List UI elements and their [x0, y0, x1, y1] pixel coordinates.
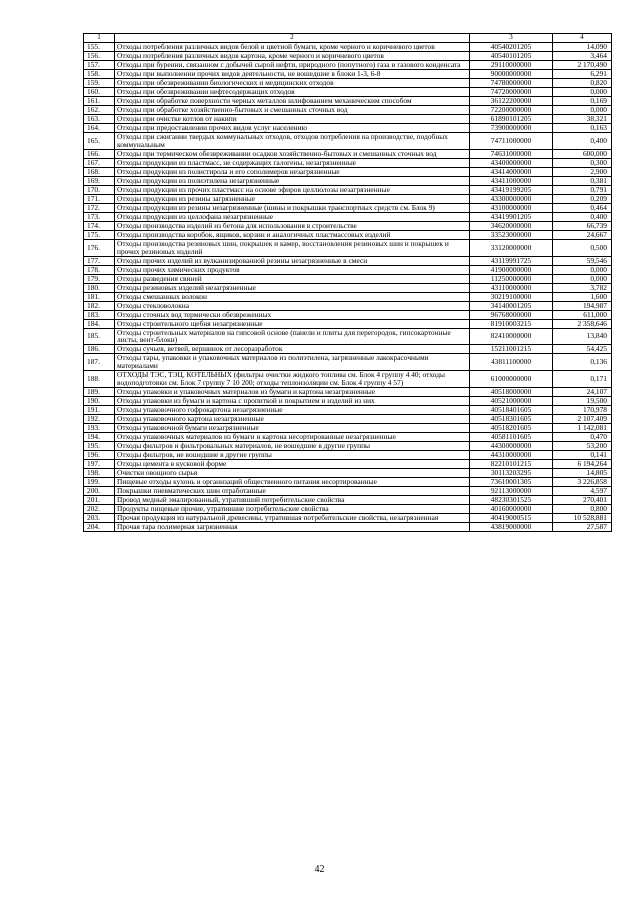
table-row: [84, 158, 612, 167]
row-amount: 4,597: [553, 487, 612, 496]
row-number: 173.: [84, 212, 115, 221]
row-description: Отходы при обезвреживании биологических и медицинских отходов: [115, 78, 470, 87]
row-amount: 59,546: [553, 256, 612, 265]
table-row: [84, 167, 612, 176]
row-amount: 2,900: [553, 167, 612, 176]
row-description: Прочая продукция из натуральной древесины, утратившая потребительские свойства, незагрязненная: [115, 514, 470, 523]
table-row: [84, 194, 612, 203]
row-code: 15211001215: [470, 345, 553, 354]
row-code: 40521000000: [470, 397, 553, 406]
row-amount: 6 194,264: [553, 460, 612, 469]
row-amount: 53,200: [553, 442, 612, 451]
row-description: Отходы при выполнении прочих видов деятельности, не вошедшие в блоки 1-3, 6-8: [115, 69, 470, 78]
row-number: 157.: [84, 60, 115, 69]
row-description: Отходы строительного щебня незагрязненные: [115, 319, 470, 328]
row-amount: 0,820: [553, 78, 612, 87]
table-row: [84, 310, 612, 319]
row-description: Отходы упаковочного картона незагрязненные: [115, 415, 470, 424]
row-description: Отходы продукции из резины загрязненные: [115, 194, 470, 203]
row-description: Прочая тара полимерная загрязненная: [115, 523, 470, 532]
table-row: [84, 239, 612, 256]
row-description: Отходы сточных вод термически обезвреженных: [115, 310, 470, 319]
row-description: Отходы при предоставлении прочих видов услуг населению: [115, 123, 470, 132]
row-amount: 1,600: [553, 292, 612, 301]
row-code: 48230301525: [470, 496, 553, 505]
row-description: Отходы упаковочного гофрокартона незагрязненные: [115, 406, 470, 415]
row-description: Отходы производства изделий из бетона для использования в строительстве: [115, 221, 470, 230]
row-description: Отходы смешанных волокон: [115, 292, 470, 301]
row-amount: 0,000: [553, 105, 612, 114]
row-code: 40419000515: [470, 514, 553, 523]
row-amount: 13,840: [553, 328, 612, 345]
row-amount: 0,171: [553, 371, 612, 388]
row-code: 33120000000: [470, 239, 553, 256]
row-amount: 0,470: [553, 433, 612, 442]
row-code: 40160000000: [470, 505, 553, 514]
row-amount: 2 170,490: [553, 60, 612, 69]
row-code: 73610001305: [470, 478, 553, 487]
header-col-amount: 4: [553, 34, 612, 43]
row-description: Пищевые отходы кухонь и организаций общественного питания несортированные: [115, 478, 470, 487]
row-number: 158.: [84, 69, 115, 78]
table-row: [84, 371, 612, 388]
row-amount: 0,000: [553, 265, 612, 274]
row-description: Отходы упаковочной бумаги незагрязненные: [115, 424, 470, 433]
row-amount: 0,300: [553, 158, 612, 167]
row-number: 167.: [84, 158, 115, 167]
row-number: 181.: [84, 292, 115, 301]
row-description: Отходы резиновых изделий незагрязненные: [115, 283, 470, 292]
row-number: 202.: [84, 505, 115, 514]
row-amount: 24,667: [553, 230, 612, 239]
row-description: Отходы производства коробок, ящиков, корзин и аналогичных пластмассовых изделий: [115, 230, 470, 239]
row-number: 190.: [84, 397, 115, 406]
row-number: 199.: [84, 478, 115, 487]
row-description: Отходы при бурении, связанном с добычей сырой нефти, природного (попутного) газа и газового конденсата: [115, 60, 470, 69]
row-code: 43110000000: [470, 283, 553, 292]
row-code: 40518401605: [470, 406, 553, 415]
row-number: 183.: [84, 310, 115, 319]
row-description: Продукты пищевые прочие, утратившие потребительские свойства: [115, 505, 470, 514]
row-number: 155.: [84, 43, 115, 52]
row-description: Отходы продукции из полистирола и его сополимеров незагрязненные: [115, 167, 470, 176]
row-number: 178.: [84, 265, 115, 274]
row-description: Отходы фильтров и фильтровальных материалов, не вошедшие в другие группы: [115, 442, 470, 451]
row-code: 40540101205: [470, 51, 553, 60]
header-col-number: 1: [84, 34, 115, 43]
row-amount: 2 107,409: [553, 415, 612, 424]
row-amount: 0,500: [553, 239, 612, 256]
row-amount: 0,400: [553, 212, 612, 221]
row-amount: 3 226,858: [553, 478, 612, 487]
row-number: 160.: [84, 87, 115, 96]
row-number: 185.: [84, 328, 115, 345]
row-number: 166.: [84, 149, 115, 158]
row-number: 163.: [84, 114, 115, 123]
row-code: 82210101215: [470, 460, 553, 469]
row-amount: 170,978: [553, 406, 612, 415]
row-code: 61000000000: [470, 371, 553, 388]
row-code: 40518000000: [470, 388, 553, 397]
row-code: 82410000000: [470, 328, 553, 345]
row-amount: 2 358,646: [553, 319, 612, 328]
row-amount: 24,107: [553, 388, 612, 397]
row-number: 188.: [84, 371, 115, 388]
row-amount: 27,587: [553, 523, 612, 532]
row-description: Отходы упаковки и упаковочных материалов из бумаги и картона незагрязненные: [115, 388, 470, 397]
row-amount: 600,000: [553, 149, 612, 158]
row-code: 74631000000: [470, 149, 553, 158]
header-col-code: 3: [470, 34, 553, 43]
row-description: Отходы прочих изделий из вулканизированной резины незагрязненные в смеси: [115, 256, 470, 265]
row-description: Отходы продукции из полиэтилена незагрязненные: [115, 176, 470, 185]
row-amount: 6,291: [553, 69, 612, 78]
row-code: 36122200000: [470, 96, 553, 105]
row-amount: 0,800: [553, 505, 612, 514]
row-amount: 14,805: [553, 469, 612, 478]
row-number: 195.: [84, 442, 115, 451]
table-row: [84, 292, 612, 301]
row-number: 156.: [84, 51, 115, 60]
row-code: 43419901205: [470, 212, 553, 221]
row-description: Очистки овощного сырья: [115, 469, 470, 478]
row-amount: 0,381: [553, 176, 612, 185]
row-number: 193.: [84, 424, 115, 433]
table-row: [84, 176, 612, 185]
row-code: 30113203295: [470, 469, 553, 478]
row-code: 29110000000: [470, 60, 553, 69]
row-number: 189.: [84, 388, 115, 397]
page-number: 42: [314, 864, 325, 875]
row-amount: 66,739: [553, 221, 612, 230]
table-row: [84, 319, 612, 328]
row-code: 44300000000: [470, 442, 553, 451]
table-row: [84, 230, 612, 239]
waste-table: [83, 33, 612, 532]
row-amount: 0,000: [553, 274, 612, 283]
row-code: 72200000000: [470, 105, 553, 114]
table-row: [84, 283, 612, 292]
row-number: 168.: [84, 167, 115, 176]
row-amount: 0,464: [553, 203, 612, 212]
table-row: [84, 149, 612, 158]
row-amount: 0,141: [553, 451, 612, 460]
row-number: 192.: [84, 415, 115, 424]
row-code: 43414000000: [470, 167, 553, 176]
row-description: Отходы производства резиновых шин, покрышек и камер, восстановления резиновых шин и покрышек и прочих резиновых изделий: [115, 239, 470, 256]
table-row: [84, 523, 612, 532]
row-description: Провод медный эмалированный, утративший потребительские свойства: [115, 496, 470, 505]
table-row: [84, 203, 612, 212]
table-row: [84, 114, 612, 123]
row-description: Отходы продукции из целлофана незагрязненные: [115, 212, 470, 221]
row-code: 11250000000: [470, 274, 553, 283]
row-description: ОТХОДЫ ТЭС, ТЭЦ, КОТЕЛЬНЫХ (фильтры очистки жидкого топлива см. Блок 4 группу 4 40; отходы водоподготовки см. Блок 7 группу 7 10 200; отходы теплоизоляции см. Блок 4 группу 4 57): [115, 371, 470, 388]
table-row: [84, 274, 612, 283]
row-description: Отходы продукции из пластмасс, не содержащих галогены, незагрязненные: [115, 158, 470, 167]
table-row: [84, 301, 612, 310]
row-code: 34140001205: [470, 301, 553, 310]
row-code: 81910003215: [470, 319, 553, 328]
row-number: 203.: [84, 514, 115, 523]
row-description: Отходы строительных материалов на гипсовой основе (панели и плиты для перегородок, гипсокартонные листы, вент-блоки): [115, 328, 470, 345]
row-description: Отходы стекловолокна: [115, 301, 470, 310]
row-number: 171.: [84, 194, 115, 203]
row-amount: 0,136: [553, 354, 612, 371]
row-code: 30219100000: [470, 292, 553, 301]
row-code: 44310000000: [470, 451, 553, 460]
row-number: 182.: [84, 301, 115, 310]
row-amount: 194,987: [553, 301, 612, 310]
row-number: 177.: [84, 256, 115, 265]
row-code: 43100000000: [470, 203, 553, 212]
row-code: 34620000000: [470, 221, 553, 230]
row-number: 184.: [84, 319, 115, 328]
row-description: Отходы при обработке поверхности черных металлов шлифованием механическим способом: [115, 96, 470, 105]
row-code: 96768000000: [470, 310, 553, 319]
row-description: Отходы продукции из прочих пластмасс на основе эфиров целлюлозы незагрязненные: [115, 185, 470, 194]
row-description: Отходы потребления различных видов белой и цветной бумаги, кроме черного и коричневого цветов: [115, 43, 470, 52]
row-code: 33523000000: [470, 230, 553, 239]
row-description: Отходы упаковочных материалов из бумаги и картона несортированные незагрязненные: [115, 433, 470, 442]
row-amount: 611,000: [553, 310, 612, 319]
row-code: 43300000000: [470, 194, 553, 203]
waste-table-body: [84, 34, 612, 532]
table-row: [84, 185, 612, 194]
row-amount: 54,425: [553, 345, 612, 354]
table-row: [84, 212, 612, 221]
row-amount: 3,464: [553, 51, 612, 60]
table-row: [84, 265, 612, 274]
row-description: Отходы потребления различных видов картона, кроме черного и коричневого цветов: [115, 51, 470, 60]
row-code: 74711000000: [470, 132, 553, 149]
row-number: 179.: [84, 274, 115, 283]
row-number: 175.: [84, 230, 115, 239]
row-description: Отходы прочих химических продуктов: [115, 265, 470, 274]
row-number: 169.: [84, 176, 115, 185]
row-description: Отходы упаковки из бумаги и картона с пропиткой и покрытием и изделий из них: [115, 397, 470, 406]
row-description: Отходы при очистке котлов от накипи: [115, 114, 470, 123]
row-code: 92113000000: [470, 487, 553, 496]
row-number: 180.: [84, 283, 115, 292]
row-description: Отходы цемента в кусковой форме: [115, 460, 470, 469]
row-code: 40540201205: [470, 43, 553, 52]
header-col-description: 2: [115, 34, 470, 43]
row-amount: 1 142,081: [553, 424, 612, 433]
row-number: 197.: [84, 460, 115, 469]
row-number: 194.: [84, 433, 115, 442]
row-description: Отходы при термическом обезвреживании осадков хозяйственно-бытовых и смешанных сточных вод: [115, 149, 470, 158]
row-number: 201.: [84, 496, 115, 505]
row-code: 40518301605: [470, 415, 553, 424]
row-code: 40518201605: [470, 424, 553, 433]
row-number: 159.: [84, 78, 115, 87]
row-number: 165.: [84, 132, 115, 149]
row-number: 186.: [84, 345, 115, 354]
row-amount: 0,209: [553, 194, 612, 203]
row-code: 74720000000: [470, 87, 553, 96]
row-number: 170.: [84, 185, 115, 194]
table-row: [84, 256, 612, 265]
table-row: [84, 354, 612, 371]
row-amount: 38,321: [553, 114, 612, 123]
row-code: 90000000000: [470, 69, 553, 78]
row-number: 204.: [84, 523, 115, 532]
table-row: [84, 328, 612, 345]
row-code: 43419199205: [470, 185, 553, 194]
row-number: 191.: [84, 406, 115, 415]
row-description: Отходы сучьев, ветвей, вершинок от лесоразработок: [115, 345, 470, 354]
row-code: 43811100000: [470, 354, 553, 371]
row-number: 164.: [84, 123, 115, 132]
row-description: Покрышки пневматических шин отработанные: [115, 487, 470, 496]
row-amount: 0,163: [553, 123, 612, 132]
row-description: Отходы при обработке хозяйственно-бытовых и смешанных сточных вод: [115, 105, 470, 114]
table-row: [84, 221, 612, 230]
row-code: 43411000000: [470, 176, 553, 185]
row-code: 40581101605: [470, 433, 553, 442]
row-number: 174.: [84, 221, 115, 230]
row-amount: 3,782: [553, 283, 612, 292]
row-description: Отходы при обезвреживании нефтесодержащих отходов: [115, 87, 470, 96]
table-row: [84, 123, 612, 132]
row-description: Отходы при сжигании твердых коммунальных отходов, отходов потребления на производстве, подобных коммунальным: [115, 132, 470, 149]
row-amount: 10 528,881: [553, 514, 612, 523]
row-code: 43400000000: [470, 158, 553, 167]
row-amount: 0,169: [553, 96, 612, 105]
row-number: 200.: [84, 487, 115, 496]
row-code: 61890101205: [470, 114, 553, 123]
row-description: Отходы тары, упаковки и упаковочных материалов из полиэтилена, загрязненные лакокрасочными материалами: [115, 354, 470, 371]
row-number: 172.: [84, 203, 115, 212]
row-amount: 0,400: [553, 132, 612, 149]
row-code: 41900000000: [470, 265, 553, 274]
row-code: 43819000000: [470, 523, 553, 532]
row-description: Отходы разведения свиней: [115, 274, 470, 283]
row-amount: 0,000: [553, 87, 612, 96]
row-code: 73900000000: [470, 123, 553, 132]
row-number: 198.: [84, 469, 115, 478]
row-number: 162.: [84, 105, 115, 114]
row-number: 161.: [84, 96, 115, 105]
row-amount: 270,401: [553, 496, 612, 505]
row-number: 176.: [84, 239, 115, 256]
row-number: 187.: [84, 354, 115, 371]
row-amount: 19,500: [553, 397, 612, 406]
row-amount: 0,791: [553, 185, 612, 194]
row-description: Отходы продукции из резины незагрязненные (шины и покрышки транспортных средств см. Блок 9): [115, 203, 470, 212]
row-description: Отходы фильтров, не вошедшие в другие группы: [115, 451, 470, 460]
table-row: [84, 132, 612, 149]
row-code: 74780000000: [470, 78, 553, 87]
row-number: 196.: [84, 451, 115, 460]
row-amount: 14,090: [553, 43, 612, 52]
row-code: 43119991725: [470, 256, 553, 265]
